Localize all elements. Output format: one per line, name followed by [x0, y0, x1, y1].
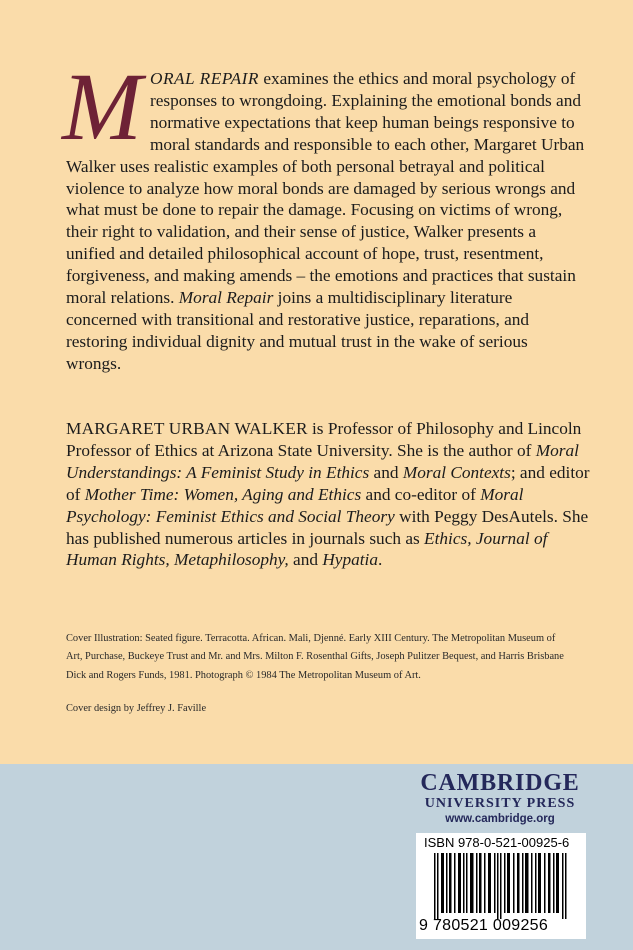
book-title-3: Mother Time: Women, Aging and Ethics	[84, 484, 362, 504]
author-bio	[66, 418, 590, 571]
bio-text-7: .	[378, 550, 383, 570]
blurb-paragraph	[62, 53, 586, 375]
publisher-name: CAMBRIDGE	[420, 770, 580, 796]
barcode-digits: 9 780521 009256	[419, 917, 549, 934]
isbn-label: ISBN 978-0-521-00925-6	[424, 835, 570, 850]
blurb-text-1: examines the ethics and moral psychology of responses to wrongdoing. Explaining the emotional bonds and normative expectations that keep human beings responsive to moral standards and responsible to each other, Margaret Urban Walker uses realistic examples of both personal betrayal and political violence to analyze how moral bonds are damaged by serious wrongs and what must be done to repair the damage. Focusing on victims of wrong, their right to validation, and their sense of justice, Walker presents a unified and detailed philosophical account of hope, trust, resentment, forgiveness, and making amends – the emotions and practices that sustain moral relations.	[66, 69, 585, 308]
publisher-url: www.cambridge.org	[445, 813, 555, 825]
bio-text-4: and co-editor of	[361, 484, 481, 504]
blurb-text-2: joins a multidisciplinary literature concerned with transitional and restorative justice, reparations, and restoring individual dignity and mutual trust in the wake of serious wrongs.	[66, 288, 530, 373]
barcode	[416, 833, 586, 939]
book-title-2: Moral Contexts	[402, 462, 511, 482]
journal-title-last: Hypatia	[322, 550, 379, 570]
barcode-bars-icon	[434, 853, 574, 919]
bio-text-3: ; and editor of	[66, 462, 590, 504]
author-name: MARGARET URBAN WALKER	[66, 419, 308, 438]
bio-text-2: and	[369, 462, 403, 482]
bio-text-5: with Peggy DesAutels. She has published numerous articles in journals such as	[66, 506, 589, 548]
cover-design-credit: Cover design by Jeffrey J. Faville	[66, 703, 207, 714]
bio-text-6: and	[288, 550, 323, 570]
blurb-title: ORAL REPAIR	[149, 69, 259, 88]
bio-text-1: is Professor of Philosophy and Lincoln Professor of Ethics at Arizona State University. She is the author of	[66, 419, 582, 460]
book-title-4: Moral Psychology: Feminist Ethics and Social Theory	[66, 484, 524, 526]
publisher-logo	[420, 770, 580, 828]
book-title-1: Moral Understandings: A Feminist Study in Ethics	[66, 440, 579, 482]
journal-titles: Ethics, Journal of Human Rights, Metaphilosophy,	[66, 528, 548, 570]
cover-illustration-credit: Cover Illustration: Seated figure. Terracotta. African. Mali, Djenné. Early XIII Century. The Metropolitan Museum of Art, Purchase, Buckeye Trust and Mr. and Mrs. Milton F. Rosenthal Gifts, Joseph Pulitzer Bequest, and Harris Brisbane Dick and Rogers Funds, 1981. Photograph © 1984 The Metropolitan Museum of Art.	[66, 633, 564, 681]
drop-cap: M	[62, 53, 142, 160]
publisher-subtitle: UNIVERSITY PRESS	[424, 796, 576, 811]
blurb-italic-title: Moral Repair	[178, 288, 274, 308]
